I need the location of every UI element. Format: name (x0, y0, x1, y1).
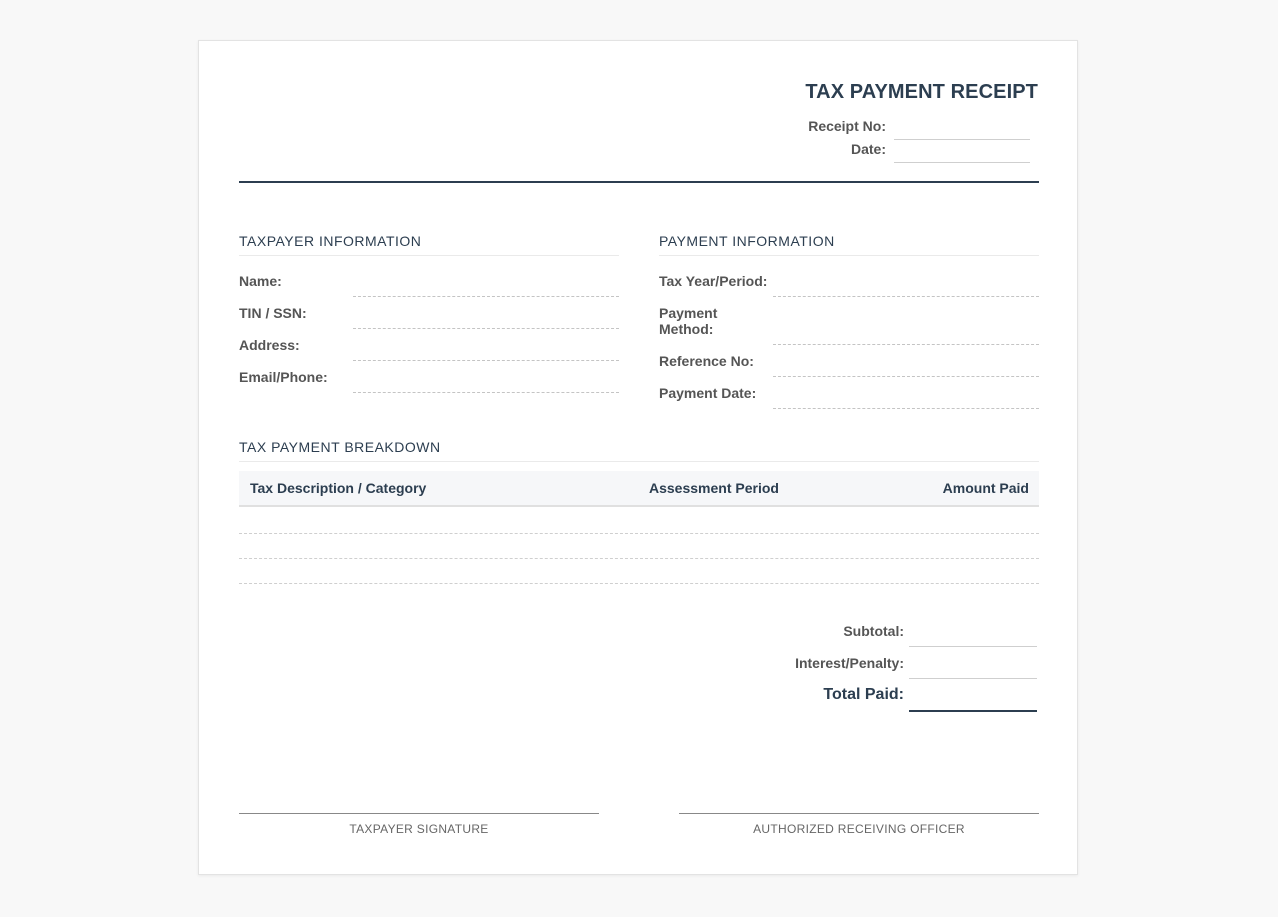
table-row[interactable] (239, 559, 1039, 584)
officer-signature-line[interactable] (679, 813, 1039, 814)
receipt-no-field[interactable] (894, 139, 1030, 140)
column-header-description: Tax Description / Category (250, 480, 427, 496)
receipt-title: TAX PAYMENT RECEIPT (805, 81, 1038, 103)
tin-input[interactable] (353, 305, 619, 329)
reference-no-field (659, 353, 1039, 377)
subtotal-row (843, 623, 1037, 647)
payment-date-input[interactable] (773, 385, 1039, 409)
interest-label: Interest/Penalty: (795, 655, 904, 671)
total-paid-row (823, 686, 1037, 712)
officer-signature-label: AUTHORIZED RECEIVING OFFICER (753, 822, 965, 836)
payment-method-input[interactable] (773, 305, 1039, 345)
address-input[interactable] (353, 337, 619, 361)
date-label: Date: (850, 141, 886, 157)
taxpayer-address-field (239, 337, 619, 361)
field-label: Email/Phone: (239, 369, 328, 385)
tax-year-input[interactable] (773, 273, 1039, 297)
reference-no-input[interactable] (773, 353, 1039, 377)
email-phone-input[interactable] (353, 369, 619, 393)
taxpayer-signature-label: TAXPAYER SIGNATURE (349, 822, 489, 836)
taxpayer-signature-block (239, 813, 599, 836)
field-label: Address: (239, 337, 300, 353)
table-row[interactable] (239, 508, 1039, 534)
interest-row (795, 655, 1037, 679)
officer-signature-block (679, 813, 1039, 836)
interest-field[interactable] (909, 655, 1037, 679)
field-label: Payment Date: (659, 385, 757, 401)
name-input[interactable] (353, 273, 619, 297)
taxpayer-section-title: TAXPAYER INFORMATION (239, 233, 619, 256)
taxpayer-signature-line[interactable] (239, 813, 599, 814)
payment-method-field (659, 305, 1039, 345)
receipt-sheet (198, 40, 1078, 875)
table-row[interactable] (239, 534, 1039, 559)
taxpayer-tin-field (239, 305, 619, 329)
field-label: Payment Method: (659, 305, 718, 337)
taxpayer-contact-field (239, 369, 619, 393)
tax-year-field (659, 273, 1039, 297)
subtotal-label: Subtotal: (843, 623, 904, 639)
total-paid-label: Total Paid: (823, 686, 904, 703)
field-label: Reference No: (659, 353, 754, 369)
field-label: Tax Year/Period: (659, 273, 768, 289)
receipt-no-label: Receipt No: (808, 118, 886, 134)
header-divider (239, 181, 1039, 183)
payment-section-title: PAYMENT INFORMATION (659, 233, 1039, 256)
taxpayer-name-field (239, 273, 619, 297)
date-field[interactable] (894, 162, 1030, 163)
breakdown-table-header (239, 471, 1039, 507)
column-header-amount: Amount Paid (942, 480, 1029, 496)
subtotal-field[interactable] (909, 623, 1037, 647)
field-label: TIN / SSN: (239, 305, 307, 321)
breakdown-section-title: TAX PAYMENT BREAKDOWN (239, 439, 1039, 462)
total-paid-field[interactable] (909, 686, 1037, 712)
receipt-no-row (808, 118, 1030, 134)
payment-date-field (659, 385, 1039, 409)
field-label: Name: (239, 273, 282, 289)
date-row (851, 141, 1030, 157)
column-header-period: Assessment Period (649, 480, 779, 496)
